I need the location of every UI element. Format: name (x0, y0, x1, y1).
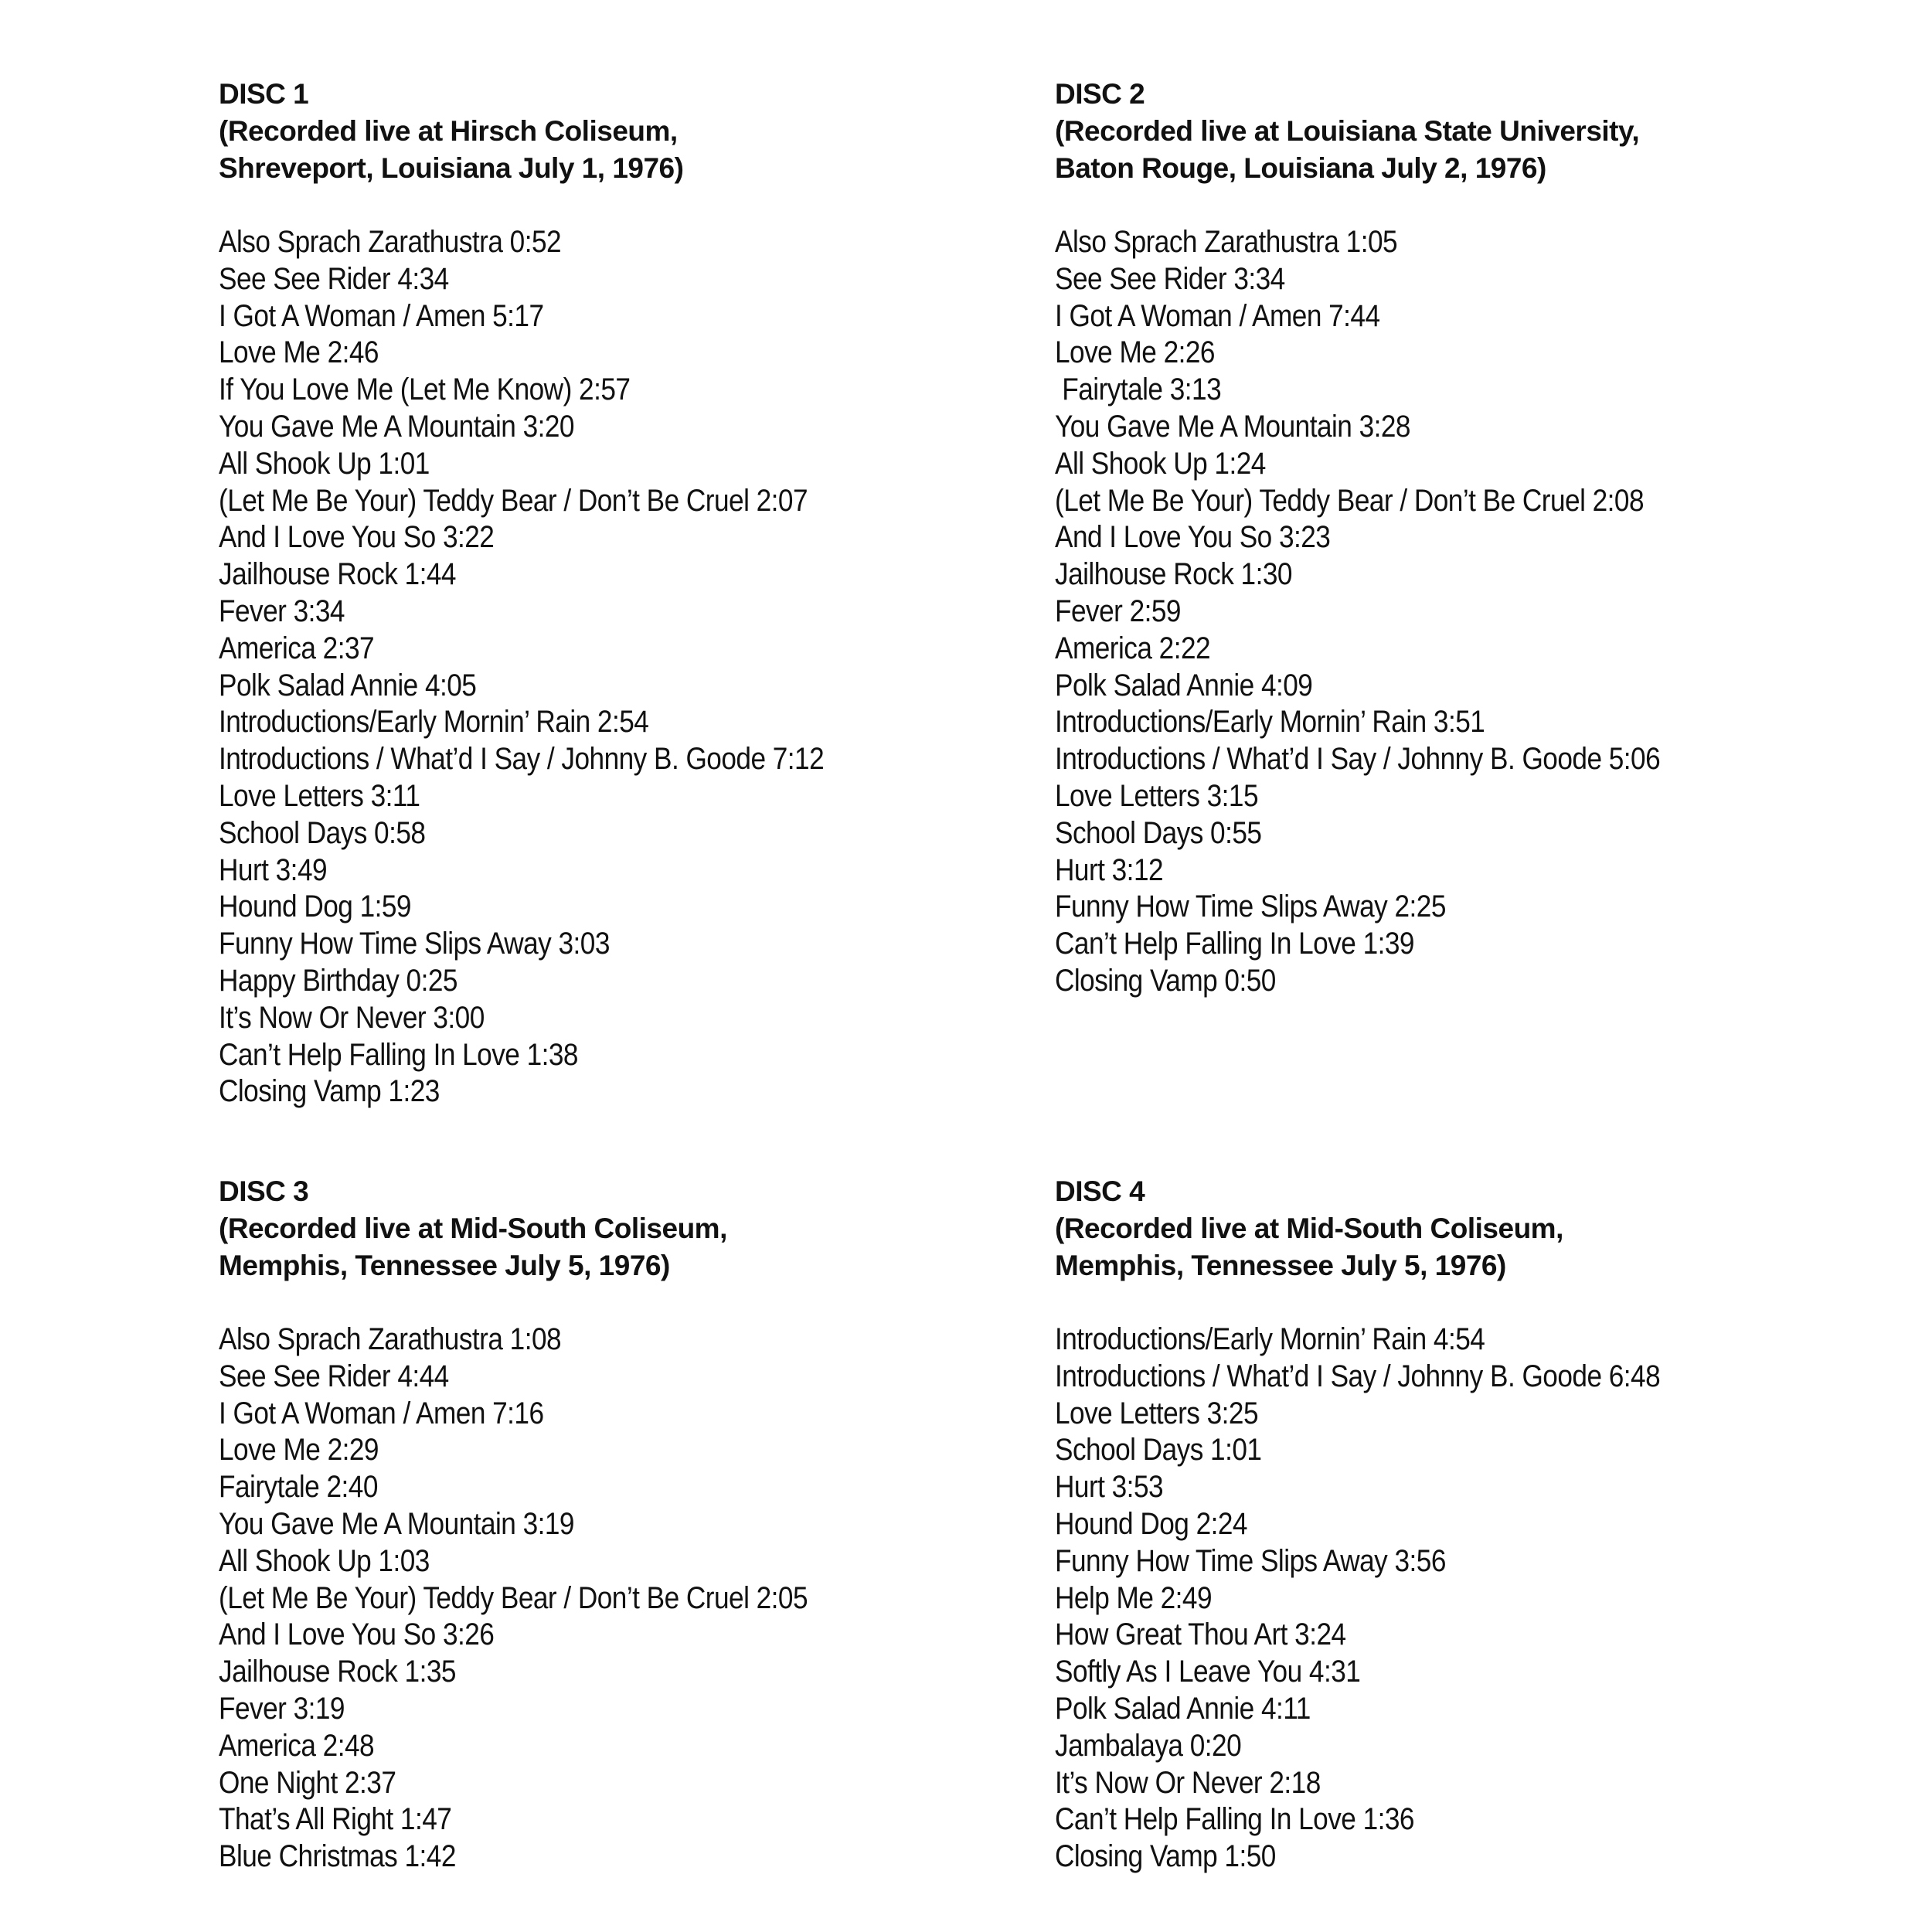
track-item: Introductions / What’d I Say / Johnny B. Goode 6:48 (1055, 1359, 1661, 1393)
track-item: You Gave Me A Mountain 3:28 (1055, 409, 1410, 444)
track-item: All Shook Up 1:24 (1055, 446, 1266, 481)
disc-4-section (1055, 1173, 1828, 1876)
track-item: I Got A Woman / Amen 5:17 (219, 298, 544, 333)
track-item: (Let Me Be Your) Teddy Bear / Don’t Be Cruel 2:05 (219, 1580, 808, 1615)
disc-1-tracklist (219, 224, 992, 1111)
disc-3-header (219, 1173, 992, 1284)
track-item: Love Me 2:29 (219, 1433, 379, 1468)
disc-1-recording-line-2: Shreveport, Louisiana July 1, 1976) (219, 152, 684, 184)
disc-2-title: DISC 2 (1055, 78, 1145, 110)
disc-4-tracklist (1055, 1321, 1828, 1876)
track-item: Happy Birthday 0:25 (219, 963, 457, 998)
track-item: Jailhouse Rock 1:30 (1055, 557, 1292, 592)
disc-4-recording-line-1: (Recorded live at Mid-South Coliseum, (1055, 1213, 1563, 1244)
track-item: See See Rider 3:34 (1055, 261, 1285, 296)
track-item: All Shook Up 1:03 (219, 1543, 430, 1578)
track-item: Fairytale 2:40 (219, 1470, 378, 1505)
track-item: It’s Now Or Never 2:18 (1055, 1765, 1321, 1800)
track-item: Softly As I Leave You 4:31 (1055, 1655, 1361, 1689)
track-item: Fever 3:19 (219, 1691, 345, 1726)
track-item: See See Rider 4:34 (219, 261, 449, 296)
track-item: Polk Salad Annie 4:11 (1055, 1691, 1311, 1726)
disc-2-recording-line-2: Baton Rouge, Louisiana July 2, 1976) (1055, 152, 1546, 184)
track-item: Fever 2:59 (1055, 594, 1181, 628)
track-item: Hound Dog 1:59 (219, 889, 411, 924)
track-item: Introductions / What’d I Say / Johnny B. Goode 7:12 (219, 742, 825, 777)
track-item: Jailhouse Rock 1:35 (219, 1655, 456, 1689)
track-item: Can’t Help Falling In Love 1:36 (1055, 1802, 1414, 1837)
track-item: America 2:48 (219, 1728, 375, 1763)
track-item: Love Me 2:46 (219, 335, 379, 370)
track-item: Jambalaya 0:20 (1055, 1728, 1242, 1763)
disc-3-recording-line-1: (Recorded live at Mid-South Coliseum, (219, 1213, 727, 1244)
track-item: Closing Vamp 1:50 (1055, 1839, 1276, 1874)
disc-3-tracklist (219, 1321, 992, 1876)
track-item: I Got A Woman / Amen 7:16 (219, 1396, 544, 1430)
track-item: Also Sprach Zarathustra 1:08 (219, 1322, 562, 1356)
track-item: Also Sprach Zarathustra 0:52 (219, 225, 562, 259)
track-item: Funny How Time Slips Away 3:03 (219, 927, 610, 961)
track-item: And I Love You So 3:22 (219, 520, 495, 555)
track-item: America 2:37 (219, 631, 375, 665)
track-item: Funny How Time Slips Away 3:56 (1055, 1543, 1446, 1578)
track-item: It’s Now Or Never 3:00 (219, 1000, 485, 1035)
track-item: School Days 0:55 (1055, 815, 1262, 850)
track-item: Closing Vamp 1:23 (219, 1074, 440, 1109)
track-item: If You Love Me (Let Me Know) 2:57 (219, 372, 631, 407)
track-item: (Let Me Be Your) Teddy Bear / Don’t Be Cruel 2:07 (219, 483, 808, 518)
track-item: And I Love You So 3:26 (219, 1617, 495, 1652)
track-item: One Night 2:37 (219, 1765, 396, 1800)
track-item: School Days 1:01 (1055, 1433, 1262, 1468)
disc-4-header (1055, 1173, 1828, 1284)
track-item: You Gave Me A Mountain 3:20 (219, 409, 574, 444)
disc-3-title: DISC 3 (219, 1175, 309, 1207)
track-item: Introductions / What’d I Say / Johnny B. Goode 5:06 (1055, 742, 1661, 777)
track-item: Funny How Time Slips Away 2:25 (1055, 889, 1446, 924)
track-item: Can’t Help Falling In Love 1:39 (1055, 927, 1414, 961)
track-item: Jailhouse Rock 1:44 (219, 557, 456, 592)
track-item: Love Letters 3:11 (219, 778, 420, 813)
track-item: Closing Vamp 0:50 (1055, 963, 1276, 998)
track-item: All Shook Up 1:01 (219, 446, 430, 481)
track-item: How Great Thou Art 3:24 (1055, 1617, 1346, 1652)
track-item: And I Love You So 3:23 (1055, 520, 1331, 555)
disc-2-recording-line-1: (Recorded live at Louisiana State University, (1055, 115, 1640, 147)
track-item: Also Sprach Zarathustra 1:05 (1055, 225, 1398, 259)
track-item: Can’t Help Falling In Love 1:38 (219, 1037, 578, 1072)
track-item: Hurt 3:53 (1055, 1470, 1164, 1505)
track-item: Love Letters 3:15 (1055, 778, 1259, 813)
track-item: Introductions/Early Mornin’ Rain 2:54 (219, 705, 649, 740)
track-item: I Got A Woman / Amen 7:44 (1055, 298, 1380, 333)
disc-2-section (1055, 76, 1828, 1000)
disc-1-recording-line-1: (Recorded live at Hirsch Coliseum, (219, 115, 678, 147)
track-item: Fairytale 3:13 (1055, 372, 1222, 407)
track-item: Hurt 3:49 (219, 852, 328, 887)
track-item: Hound Dog 2:24 (1055, 1506, 1247, 1541)
disc-1-title: DISC 1 (219, 78, 309, 110)
disc-2-header (1055, 76, 1828, 187)
track-item: Hurt 3:12 (1055, 852, 1164, 887)
disc-4-recording-line-2: Memphis, Tennessee July 5, 1976) (1055, 1250, 1506, 1281)
track-item: (Let Me Be Your) Teddy Bear / Don’t Be Cruel 2:08 (1055, 483, 1645, 518)
disc-3-section (219, 1173, 992, 1876)
track-item: School Days 0:58 (219, 815, 426, 850)
track-item: See See Rider 4:44 (219, 1359, 449, 1393)
track-item: Blue Christmas 1:42 (219, 1839, 456, 1874)
track-item: That’s All Right 1:47 (219, 1802, 452, 1837)
track-item: Love Letters 3:25 (1055, 1396, 1259, 1430)
disc-1-section (219, 76, 992, 1111)
disc-2-tracklist (1055, 224, 1828, 1000)
track-item: You Gave Me A Mountain 3:19 (219, 1506, 574, 1541)
track-item: Introductions/Early Mornin’ Rain 4:54 (1055, 1322, 1485, 1356)
track-item: Introductions/Early Mornin’ Rain 3:51 (1055, 705, 1485, 740)
track-item: America 2:22 (1055, 631, 1211, 665)
track-item: Polk Salad Annie 4:05 (219, 668, 477, 702)
disc-1-header (219, 76, 992, 187)
track-item: Fever 3:34 (219, 594, 345, 628)
track-item: Love Me 2:26 (1055, 335, 1215, 370)
disc-3-recording-line-2: Memphis, Tennessee July 5, 1976) (219, 1250, 670, 1281)
disc-4-title: DISC 4 (1055, 1175, 1145, 1207)
track-item: Polk Salad Annie 4:09 (1055, 668, 1313, 702)
track-item: Help Me 2:49 (1055, 1580, 1213, 1615)
